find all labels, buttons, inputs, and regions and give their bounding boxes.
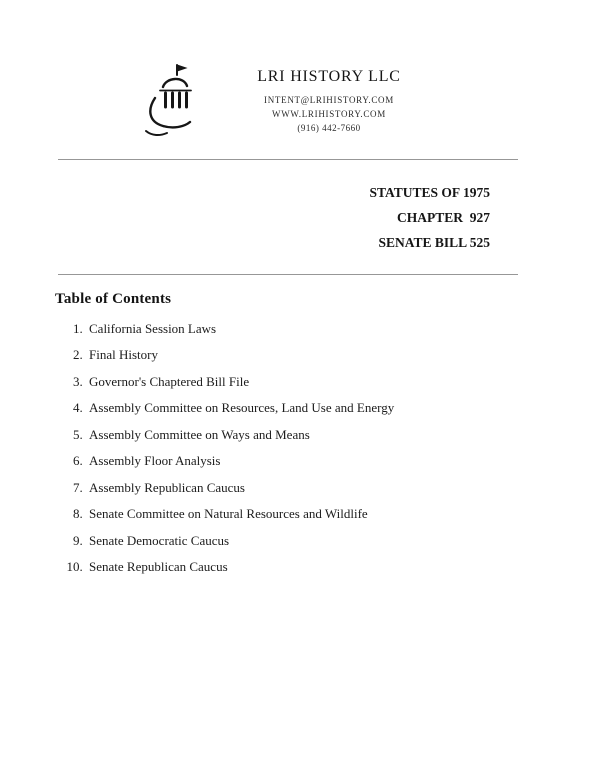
statute-chapter: CHAPTER 927 (396, 210, 490, 225)
toc-item: 1. California Session Laws (86, 322, 540, 337)
divider-bottom (58, 274, 518, 275)
toc-item: 8. Senate Committee on Natural Resources and Wildlife (86, 507, 540, 522)
statute-year: STATUTES OF 1975 (369, 185, 490, 200)
toc-item: 7. Assembly Republican Caucus (86, 481, 540, 496)
statute-block (0, 180, 490, 255)
statute-bill: SENATE BILL 525 (378, 235, 490, 250)
divider-top (58, 159, 518, 160)
toc-item: 10. Senate Republican Caucus (86, 560, 540, 575)
toc-item: 6. Assembly Floor Analysis (86, 454, 540, 469)
toc-item: 2. Final History (86, 348, 540, 363)
toc-title: Table of Contents (55, 291, 172, 307)
letterhead (140, 60, 600, 138)
company-email: INTENT@LRIHISTORY.COM (264, 95, 394, 105)
toc-item: 5. Assembly Committee on Ways and Means (86, 428, 540, 443)
toc-item: 9. Senate Democratic Caucus (86, 534, 540, 549)
company-name: LRI HISTORY LLC (257, 68, 401, 85)
company-block (224, 60, 434, 135)
company-phone: (916) 442-7660 (297, 123, 361, 133)
toc-list (55, 322, 540, 575)
toc-item: 3. Governor's Chaptered Bill File (86, 375, 540, 390)
table-of-contents (55, 291, 540, 575)
company-website: WWW.LRIHISTORY.COM (272, 109, 386, 119)
capitol-logo-icon (140, 60, 202, 138)
toc-item: 4. Assembly Committee on Resources, Land Use and Energy (86, 401, 540, 416)
